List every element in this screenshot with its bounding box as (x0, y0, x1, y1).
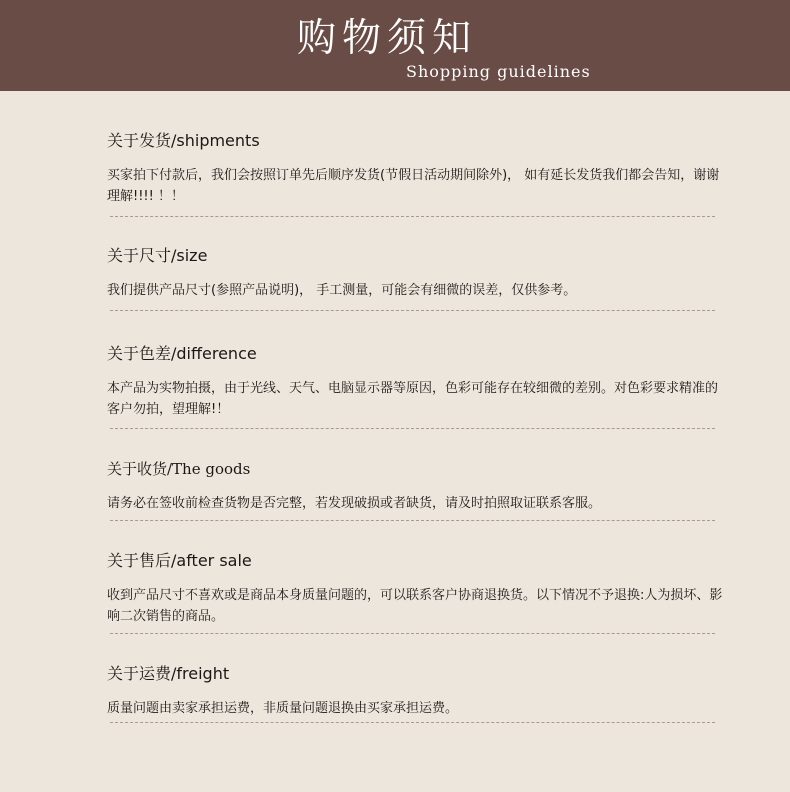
section-text-difference: 本产品为实物拍摄，由于光线、天气、电脑显示器等原因，色彩可能存在较细微的差别。对色彩要求精准的客户勿拍，望理解!！ (107, 381, 719, 417)
section-heading-goods: 关于收货/The goods (107, 460, 251, 478)
section-divider (110, 216, 715, 217)
section-heading-after-sale: 关于售后/after sale (107, 551, 252, 570)
section-heading-freight: 关于运费/freight (107, 664, 230, 683)
section-size (107, 246, 727, 301)
header-banner (0, 0, 790, 91)
section-difference (107, 344, 727, 420)
section-divider (110, 310, 715, 311)
section-text-after-sale: 收到产品尺寸不喜欢或是商品本身质量问题的，可以联系客户协商退换货。以下情况不予退换:人为损坏、影响二次销售的商品。 (107, 588, 723, 624)
section-divider (110, 722, 715, 723)
section-divider (110, 520, 715, 521)
section-heading-shipments: 关于发货/shipments (107, 131, 260, 150)
section-text-shipments: 买家拍下付款后，我们会按照订单先后顺序发货(节假日活动期间除外)， 如有延长发货我们都会告知，谢谢理解!!!! ！！ (107, 168, 720, 204)
section-divider (110, 633, 715, 634)
section-heading-difference: 关于色差/difference (107, 344, 257, 363)
section-shipments (107, 131, 727, 207)
section-goods (107, 459, 727, 514)
section-freight (107, 664, 727, 719)
section-text-goods: 请务必在签收前检查货物是否完整，若发现破损或者缺货，请及时拍照取证联系客服。 (107, 496, 602, 511)
page-subtitle: Shopping guidelines (406, 62, 591, 81)
section-heading-size: 关于尺寸/size (107, 246, 208, 265)
page-title: 购物须知 (297, 16, 478, 61)
section-after-sale (107, 551, 727, 627)
section-divider (110, 428, 715, 429)
section-text-size: 我们提供产品尺寸(参照产品说明)， 手工测量，可能会有细微的误差，仅供参考。 (107, 283, 577, 298)
section-text-freight: 质量问题由卖家承担运费，非质量问题退换由买家承担运费。 (107, 701, 459, 716)
